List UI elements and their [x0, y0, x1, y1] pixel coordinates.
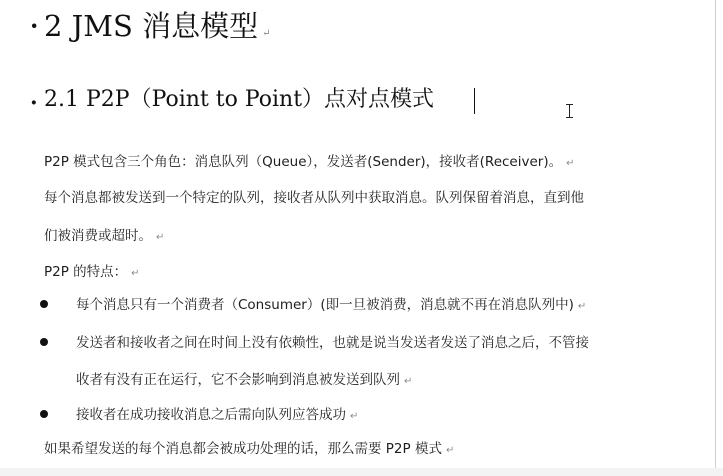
- heading2-marker: ·: [30, 90, 38, 116]
- bullet-icon: [40, 338, 48, 346]
- page-right-edge: [715, 0, 716, 476]
- list-item-text: 收者有没有正在运行，它不会影响到消息被发送到队列: [76, 372, 400, 388]
- heading-1[interactable]: [44, 6, 270, 54]
- paragraph-mark: ↵: [350, 411, 359, 422]
- body-line[interactable]: [44, 152, 574, 174]
- page-bottom-strip: [0, 468, 723, 476]
- bullet-icon: [40, 300, 48, 308]
- body-line-text: P2P 模式包含三个角色：消息队列（Queue），发送者(Sender)，接收者(Receiver)。: [44, 154, 563, 170]
- body-line-text: 们被消费或超时。: [44, 228, 152, 244]
- paragraph-mark: ↵: [156, 232, 165, 243]
- list-item[interactable]: [76, 333, 589, 353]
- body-line-text: 如果希望发送的每个消息都会被成功处理的话，那么需要 P2P 模式: [44, 441, 442, 457]
- paragraph-mark: ↵: [262, 28, 271, 39]
- heading-1-text: 2 JMS 消息模型: [44, 9, 259, 43]
- paragraph-mark: ↵: [445, 445, 455, 456]
- list-item[interactable]: [76, 405, 358, 427]
- body-line-text: P2P 的特点：: [44, 264, 128, 280]
- heading-2-text: 2.1 P2P（Point to Point）点对点模式: [44, 87, 435, 112]
- text-caret: [474, 88, 475, 114]
- list-item-text: 每个消息只有一个消费者（Consumer）(即一旦被消费，消息就不再在消息队列中): [76, 297, 574, 313]
- paragraph-mark: ↵: [577, 301, 587, 312]
- body-line[interactable]: [44, 439, 454, 461]
- list-item-text: 发送者和接收者之间在时间上没有依赖性，也就是说当发送者发送了消息之后，不管接: [76, 335, 589, 351]
- body-line[interactable]: [44, 262, 140, 284]
- paragraph-mark: ↵: [131, 268, 140, 279]
- body-line[interactable]: [44, 188, 584, 208]
- paragraph-mark: ↵: [566, 158, 575, 169]
- bullet-icon: [40, 410, 48, 418]
- list-item-continuation[interactable]: [76, 370, 412, 392]
- heading-2[interactable]: [44, 84, 434, 116]
- ibeam-cursor-icon: [566, 104, 574, 118]
- list-item[interactable]: [76, 295, 586, 317]
- paragraph-mark: ↵: [404, 376, 413, 387]
- body-line-text: 每个消息都被发送到一个特定的队列，接收者从队列中获取消息。队列保留着消息，直到他: [44, 190, 584, 206]
- heading1-marker: ·: [30, 11, 39, 40]
- list-item-text: 接收者在成功接收消息之后需向队列应答成功: [76, 407, 346, 423]
- body-line[interactable]: [44, 226, 164, 248]
